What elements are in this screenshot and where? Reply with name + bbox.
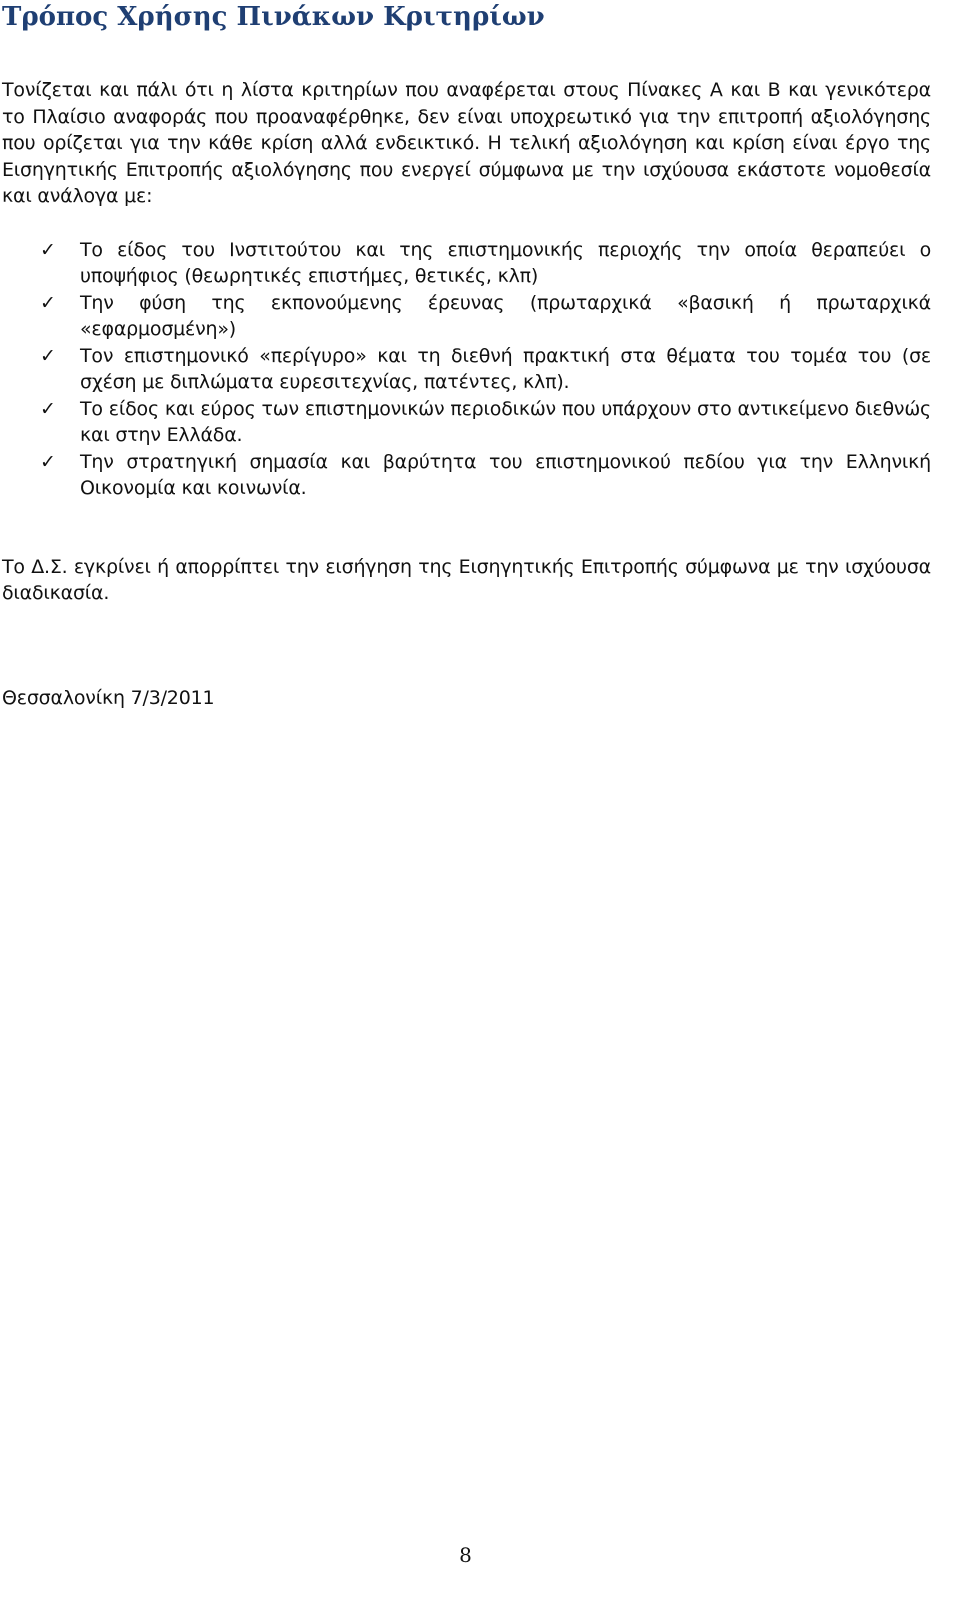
page-title: Τρόπος Χρήσης Πινάκων Κριτηρίων	[2, 2, 545, 32]
criteria-item	[2, 449, 931, 502]
place-date: Θεσσαλονίκη 7/3/2011	[2, 686, 215, 709]
decision-paragraph: Το Δ.Σ. εγκρίνει ή απορρίπτει την εισήγηση της Εισηγητικής Επιτροπής σύμφωνα με την ισχύουσα διαδικασία.	[2, 555, 931, 604]
criteria-text: Την φύση της εκπονούμενης έρευνας (πρωταρχικά «βασική ή πρωταρχικά «εφαρμοσμένη»)	[80, 291, 931, 340]
check-icon: ✓	[40, 238, 56, 261]
criteria-text: Τον επιστημονικό «περίγυρο» και τη διεθνή πρακτική στα θέματα του τομέα του (σε σχέση με διπλώματα ευρεσιτεχνίας, πατέντες, κλπ).	[80, 344, 931, 393]
criteria-item	[2, 290, 931, 343]
criteria-item	[2, 343, 931, 396]
document-body	[2, 77, 931, 711]
check-icon: ✓	[40, 450, 56, 473]
criteria-text: Το είδος και εύρος των επιστημονικών περιοδικών που υπάρχουν στο αντικείμενο διεθνώς και στην Ελλάδα.	[80, 397, 931, 446]
criteria-item	[2, 237, 931, 290]
check-icon: ✓	[40, 291, 56, 314]
criteria-text: Την στρατηγική σημασία και βαρύτητα του επιστημονικού πεδίου για την Ελληνική Οικονομία και κοινωνία.	[80, 450, 931, 499]
intro-paragraph: Τονίζεται και πάλι ότι η λίστα κριτηρίων που αναφέρεται στους Πίνακες Α και Β και γενικότερα το Πλαίσιο αναφοράς που προαναφέρθηκε, δεν είναι υποχρεωτικό για την επιτροπή αξιολόγησης που ορίζεται για την κάθε κρίση αλλά ενδεικτικό. Η τελική αξιολόγηση και κρίση είναι έργο της Εισηγητικής Επιτροπής αξιολόγησης που ενεργεί σύμφωνα με την ισχύουσα εκάστοτε νομοθεσία και ανάλογα με:	[2, 79, 931, 207]
criteria-list	[2, 237, 931, 502]
page-number: 8	[459, 1543, 472, 1567]
check-icon: ✓	[40, 397, 56, 420]
criteria-item	[2, 396, 931, 449]
check-icon: ✓	[40, 344, 56, 367]
criteria-text: Το είδος του Ινστιτούτου και της επιστημονικής περιοχής την οποία θεραπεύει ο υποψήφιος (θεωρητικές επιστήμες, θετικές, κλπ)	[80, 238, 931, 287]
